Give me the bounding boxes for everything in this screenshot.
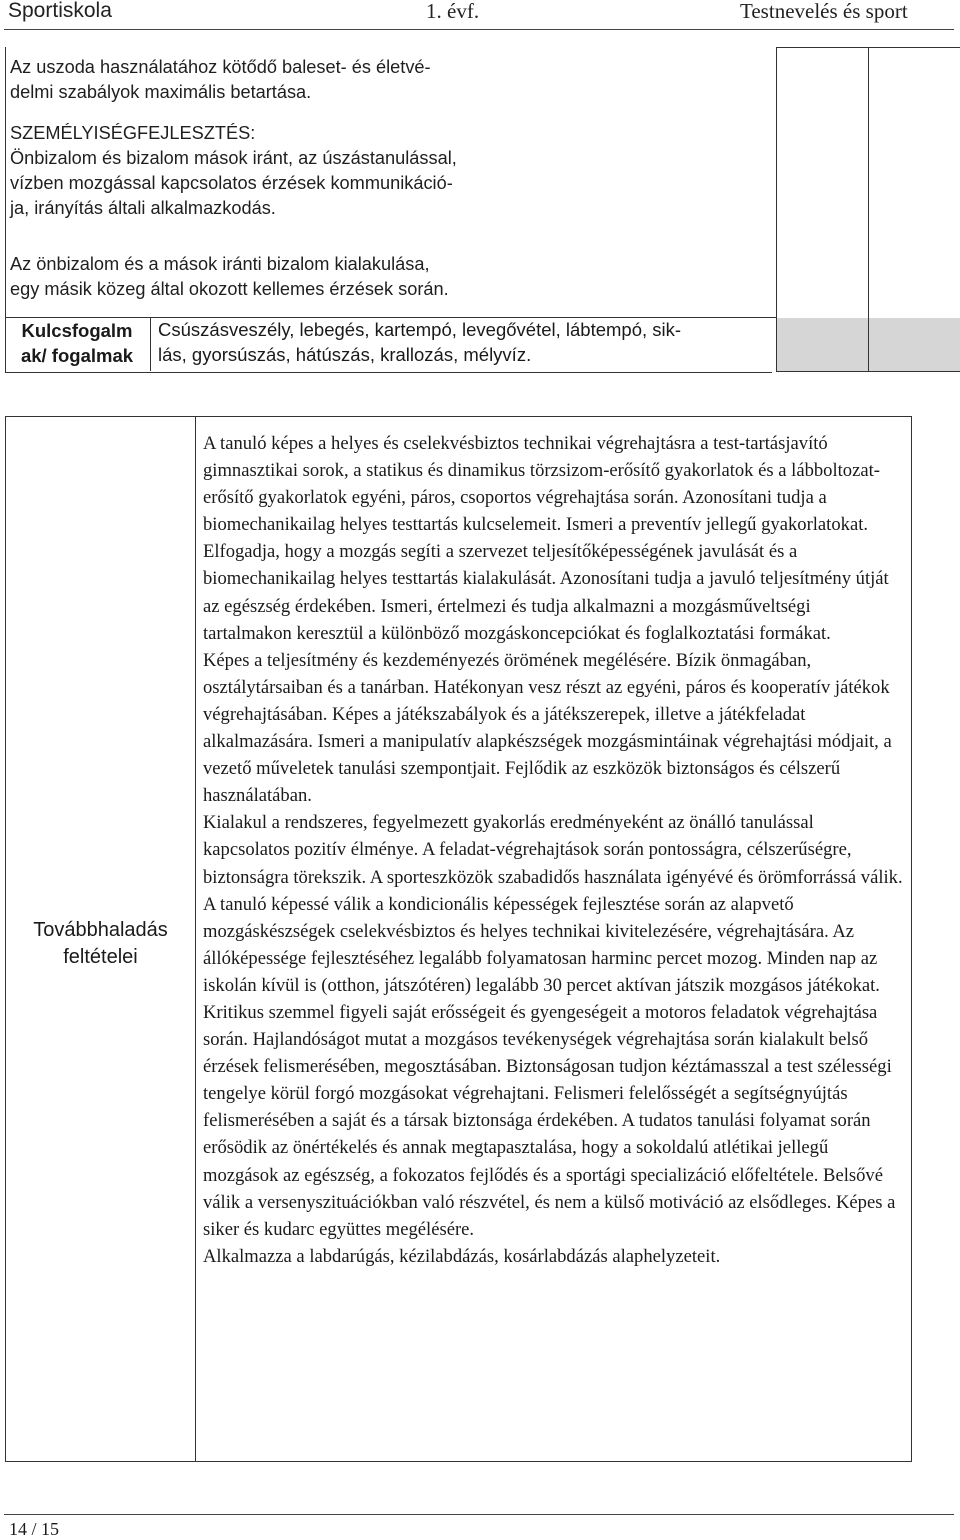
column-divider xyxy=(195,417,196,1461)
grid-line xyxy=(776,47,960,48)
shaded-cell xyxy=(777,318,868,371)
text-line: Az uszoda használatához kötődő baleset- és életvé- xyxy=(10,57,431,77)
paragraph: Alkalmazza a labdarúgás, kézilabdázás, kosárlabdázás alaphelyzeteit. xyxy=(203,1245,721,1267)
text-line: delmi szabályok maximális betartása. xyxy=(10,82,312,102)
paragraph: Elfogadja, hogy a mozgás segíti a szervezet teljesítőképességének javulását és a biomechanikailag helyes testtartás kialakulását. Azonosítani tudja a javuló teljesítmény útját az egészség érdekében. Ismeri, értelmezi és tudja alkalmazni a mozgásműveltségi tartalmakon keresztül a különböző mozgáskoncepciókat és foglalkoztatási formákat. xyxy=(203,541,889,644)
footer-rule xyxy=(4,1514,954,1515)
text-line: Kulcsfogalm xyxy=(21,320,133,341)
header-grade: 1. évf. xyxy=(426,0,480,23)
header-rule xyxy=(4,29,954,30)
progress-body xyxy=(203,430,903,1270)
text-line: Az önbizalom és a mások iránti bizalom kialakulása, xyxy=(10,254,430,274)
paragraph: A tanuló képes a helyes és cselekvésbiztos technikai végrehajtásra a test-tartásjavító gimnasztikai sorok, a statikus és dinamikus törzsizom-erősítő gyakorlatok és a lábboltozat-erősítő gyakorlatok egyéni, páros, csoportos végrehajtása során. Azonosítani tudja a biomechanikailag helyes testtartás kulcselemeit. Ismeri a preventív jellegű gyakorlatokat. xyxy=(203,433,880,536)
progress-table xyxy=(5,416,912,1462)
text-line: lás, gyorsúszás, hátúszás, krallozás, mélyvíz. xyxy=(158,344,532,365)
grid-line xyxy=(776,371,960,372)
page-number: 14 / 15 xyxy=(9,1519,60,1539)
header-subject: Testnevelés és sport xyxy=(740,0,908,23)
text-line: SZEMÉLYISÉGFEJLESZTÉS: xyxy=(10,123,256,143)
text-line: Önbizalom és bizalom mások iránt, az úszástanulással, xyxy=(10,148,457,168)
text-line: ja, irányítás általi alkalmazkodás. xyxy=(10,198,276,218)
confidence-text xyxy=(10,252,449,302)
text-line: ak/ fogalmak xyxy=(20,345,134,366)
text-line: feltételei xyxy=(63,946,138,968)
paragraph: Kialakul a rendszeres, fegyelmezett gyakorlás eredményeként az önálló tanulással kapcsolatos pozitív élménye. A feladat-végrehajtások során pontosságra, célszerűségre, biztonságra törekszik. A sporteszközök szabadidős használata igényévé és örömforrássá válik. A tanuló képessé válik a kondicionális képességek fejlesztése során az alapvető mozgáskészségek cselekvésbiztos és helyes technikai kivitelezésére, végrehajtására. Az állóképessége fejlesztéséhez legalább folyamatosan harminc percet mozog. Minden nap az iskolán kívül is (otthon, játszótéren) legalább 30 percet aktívan játszik mozgásos játékokat. Kritikus szemmel figyeli saját erősségeit és gyengeségeit a motoros feladatok végrehajtása során. Hajlandóságot mutat a mozgásos tevékenységek végrehajtása során kialakult belső érzések felismerésében, megosztásában. Biztonságosan tudjon kéztámasszal a test szélességi tengelye körül forgó mozgásokat végrehajtani. Felismeri felelősségét a segítségnyújtás felismerésében a saját és a társak biztonsága érdekében. A tudatos tanulási folyamat során erősödik az önértékelés és annak megtapasztalása, hogy a sokoldalú atlétikai jellegű mozgások az egészség, a fokozatos fejlődés és a sportági specializáció előfeltétele. Belsővé válik a versenyszituációkban való részvétel, és nem a külső motiváció az elsődleges. Képes a siker és kudarc együttes megélésére. xyxy=(203,812,903,1240)
page-header xyxy=(0,0,960,24)
grid-line xyxy=(150,317,151,371)
text-line: Továbbhaladás xyxy=(33,919,168,941)
text-line: Csúszásveszély, lebegés, kartempó, levegővétel, lábtempó, sik- xyxy=(158,319,682,340)
keywords-label xyxy=(5,318,149,372)
progress-label xyxy=(6,917,195,971)
text-line: vízben mozgással kapcsolatos érzések kommunikáció- xyxy=(10,173,453,193)
keywords-list xyxy=(158,317,768,367)
header-school: Sportiskola xyxy=(8,0,112,22)
shaded-cell xyxy=(869,318,960,371)
personality-text xyxy=(10,121,457,221)
text-line: egy másik közeg által okozott kellemes érzések során. xyxy=(10,279,449,299)
paragraph: Képes a teljesítmény és kezdeményezés örömének megélésére. Bízik önmagában, osztálytársaiban és a tanárban. Hatékonyan vesz részt az egyéni, páros és kooperatív játékok végrehajtásában. Képes a játékszabályok és a játékszerepek, illetve a játékfeladat alkalmazására. Ismeri a manipulatív alapkészségek mozgásmintáinak végrehajtási módjait, a vezető műveletek tanulási szempontjait. Fejlődik az eszközök biztonságos és célszerű használatában. xyxy=(203,649,892,807)
safety-text xyxy=(10,55,431,105)
